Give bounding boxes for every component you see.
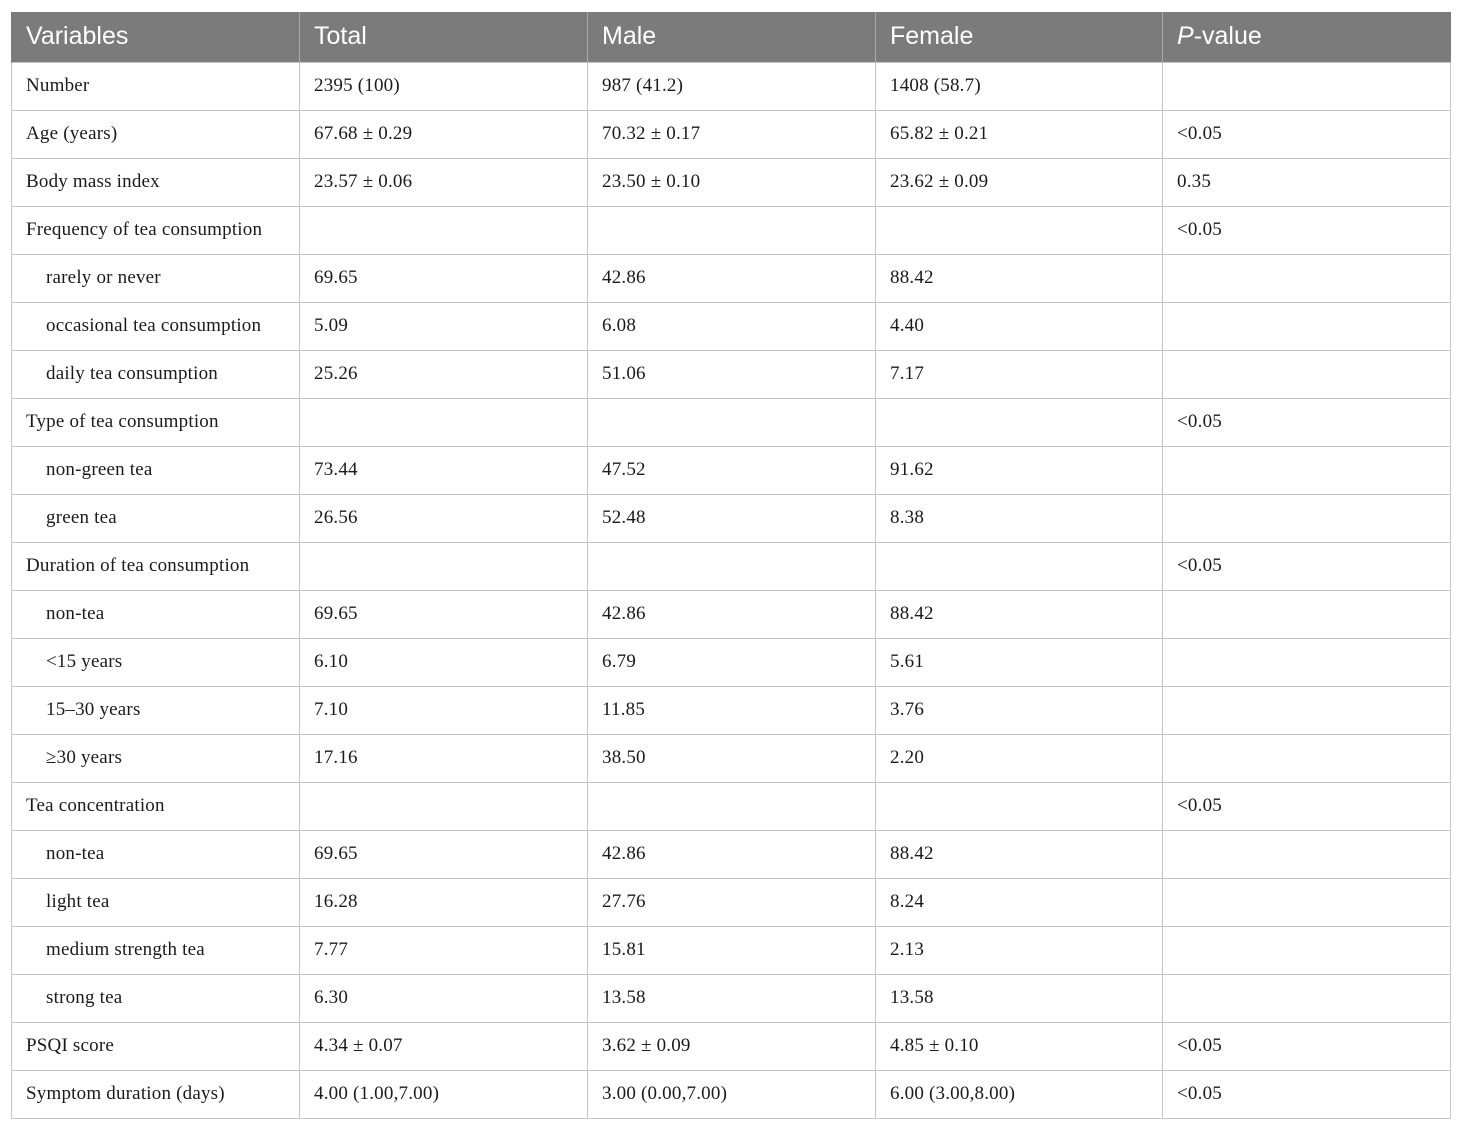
- cell-male: 52.48: [588, 494, 876, 542]
- cell-total: 2395 (100): [300, 62, 588, 110]
- cell-female: [876, 398, 1163, 446]
- cell-male: 70.32 ± 0.17: [588, 110, 876, 158]
- cell-female: 91.62: [876, 446, 1163, 494]
- cell-total: 69.65: [300, 830, 588, 878]
- cell-male: 38.50: [588, 734, 876, 782]
- cell-total: 67.68 ± 0.29: [300, 110, 588, 158]
- table-row: [12, 1022, 1451, 1070]
- cell-p-value: <0.05: [1163, 206, 1451, 254]
- cell-total: [300, 782, 588, 830]
- cell-male: 42.86: [588, 254, 876, 302]
- table-row: [12, 830, 1451, 878]
- row-label: 15–30 years: [12, 686, 300, 734]
- cell-male: 3.00 (0.00,7.00): [588, 1070, 876, 1118]
- table-row: [12, 1070, 1451, 1118]
- cell-male: 987 (41.2): [588, 62, 876, 110]
- cell-p-value: [1163, 590, 1451, 638]
- cell-p-value: <0.05: [1163, 1022, 1451, 1070]
- row-label: green tea: [12, 494, 300, 542]
- cell-female: 5.61: [876, 638, 1163, 686]
- cell-p-value: [1163, 302, 1451, 350]
- table-row-section: [12, 398, 1451, 446]
- row-label: non-tea: [12, 590, 300, 638]
- cell-female: 13.58: [876, 974, 1163, 1022]
- cell-total: 73.44: [300, 446, 588, 494]
- cell-female: 88.42: [876, 590, 1163, 638]
- cell-female: 2.13: [876, 926, 1163, 974]
- row-label: Number: [12, 62, 300, 110]
- section-label: Tea concentration: [12, 782, 300, 830]
- cell-p-value: 0.35: [1163, 158, 1451, 206]
- table-row-section: [12, 206, 1451, 254]
- table-row: [12, 974, 1451, 1022]
- cell-male: 6.79: [588, 638, 876, 686]
- cell-female: 23.62 ± 0.09: [876, 158, 1163, 206]
- cell-male: 51.06: [588, 350, 876, 398]
- cell-p-value: [1163, 974, 1451, 1022]
- cell-male: [588, 398, 876, 446]
- row-label: rarely or never: [12, 254, 300, 302]
- row-label: <15 years: [12, 638, 300, 686]
- cell-male: 42.86: [588, 830, 876, 878]
- cell-p-value: [1163, 494, 1451, 542]
- cell-total: [300, 206, 588, 254]
- cell-female: 1408 (58.7): [876, 62, 1163, 110]
- cell-female: 4.40: [876, 302, 1163, 350]
- table-row: [12, 302, 1451, 350]
- row-label: daily tea consumption: [12, 350, 300, 398]
- table-row: [12, 926, 1451, 974]
- cell-male: 3.62 ± 0.09: [588, 1022, 876, 1070]
- cell-p-value: <0.05: [1163, 110, 1451, 158]
- cell-total: 7.77: [300, 926, 588, 974]
- table-row: [12, 734, 1451, 782]
- row-label: Age (years): [12, 110, 300, 158]
- cell-female: 88.42: [876, 254, 1163, 302]
- cell-total: 26.56: [300, 494, 588, 542]
- row-label: light tea: [12, 878, 300, 926]
- cell-female: 88.42: [876, 830, 1163, 878]
- header-p-rest: -value: [1193, 22, 1262, 51]
- cell-p-value: [1163, 926, 1451, 974]
- cell-total: 5.09: [300, 302, 588, 350]
- cell-male: 11.85: [588, 686, 876, 734]
- cell-female: 8.38: [876, 494, 1163, 542]
- cell-female: [876, 782, 1163, 830]
- cell-total: 7.10: [300, 686, 588, 734]
- row-label: strong tea: [12, 974, 300, 1022]
- table-row: [12, 110, 1451, 158]
- cell-male: 13.58: [588, 974, 876, 1022]
- cell-total: 4.34 ± 0.07: [300, 1022, 588, 1070]
- table-row: [12, 590, 1451, 638]
- table-row: [12, 158, 1451, 206]
- row-label: Body mass index: [12, 158, 300, 206]
- cell-p-value: [1163, 446, 1451, 494]
- table-row: [12, 878, 1451, 926]
- cell-female: [876, 542, 1163, 590]
- cell-female: 3.76: [876, 686, 1163, 734]
- header-p-italic: P: [1177, 22, 1194, 51]
- header-male: Male: [588, 12, 876, 62]
- cell-total: [300, 398, 588, 446]
- cell-total: 25.26: [300, 350, 588, 398]
- section-label: Duration of tea consumption: [12, 542, 300, 590]
- header-female: Female: [876, 12, 1163, 62]
- cell-p-value: [1163, 878, 1451, 926]
- cell-male: [588, 782, 876, 830]
- row-label: non-tea: [12, 830, 300, 878]
- cell-p-value: [1163, 830, 1451, 878]
- row-label: Symptom duration (days): [12, 1070, 300, 1118]
- cell-p-value: [1163, 254, 1451, 302]
- cell-p-value: [1163, 638, 1451, 686]
- cell-total: 69.65: [300, 254, 588, 302]
- table-row: [12, 446, 1451, 494]
- row-label: ≥30 years: [12, 734, 300, 782]
- characteristics-table: [11, 12, 1451, 1119]
- cell-total: 6.10: [300, 638, 588, 686]
- cell-total: [300, 542, 588, 590]
- cell-total: 6.30: [300, 974, 588, 1022]
- header-total: Total: [300, 12, 588, 62]
- cell-male: [588, 206, 876, 254]
- cell-p-value: <0.05: [1163, 398, 1451, 446]
- cell-total: 23.57 ± 0.06: [300, 158, 588, 206]
- table-header-row: [12, 12, 1451, 62]
- cell-total: 16.28: [300, 878, 588, 926]
- table-row: [12, 494, 1451, 542]
- cell-female: 65.82 ± 0.21: [876, 110, 1163, 158]
- section-label: Type of tea consumption: [12, 398, 300, 446]
- cell-total: 69.65: [300, 590, 588, 638]
- cell-female: 4.85 ± 0.10: [876, 1022, 1163, 1070]
- row-label: medium strength tea: [12, 926, 300, 974]
- cell-total: 4.00 (1.00,7.00): [300, 1070, 588, 1118]
- cell-female: 7.17: [876, 350, 1163, 398]
- table-row-section: [12, 542, 1451, 590]
- cell-p-value: <0.05: [1163, 782, 1451, 830]
- cell-male: 23.50 ± 0.10: [588, 158, 876, 206]
- row-label: occasional tea consumption: [12, 302, 300, 350]
- cell-female: 6.00 (3.00,8.00): [876, 1070, 1163, 1118]
- cell-p-value: [1163, 62, 1451, 110]
- table-row-section: [12, 782, 1451, 830]
- header-p-value: [1163, 12, 1451, 62]
- cell-female: 8.24: [876, 878, 1163, 926]
- header-variables: Variables: [12, 12, 300, 62]
- cell-male: 27.76: [588, 878, 876, 926]
- cell-male: 6.08: [588, 302, 876, 350]
- cell-p-value: [1163, 734, 1451, 782]
- cell-p-value: [1163, 350, 1451, 398]
- table-row: [12, 62, 1451, 110]
- cell-male: 47.52: [588, 446, 876, 494]
- table-row: [12, 686, 1451, 734]
- cell-female: [876, 206, 1163, 254]
- table-row: [12, 638, 1451, 686]
- table-row: [12, 254, 1451, 302]
- cell-p-value: <0.05: [1163, 542, 1451, 590]
- row-label: non-green tea: [12, 446, 300, 494]
- cell-male: [588, 542, 876, 590]
- cell-male: 15.81: [588, 926, 876, 974]
- section-label: Frequency of tea consumption: [12, 206, 300, 254]
- row-label: PSQI score: [12, 1022, 300, 1070]
- cell-total: 17.16: [300, 734, 588, 782]
- table-row: [12, 350, 1451, 398]
- characteristics-table-container: [11, 12, 1450, 1119]
- cell-female: 2.20: [876, 734, 1163, 782]
- cell-p-value: [1163, 686, 1451, 734]
- cell-male: 42.86: [588, 590, 876, 638]
- cell-p-value: <0.05: [1163, 1070, 1451, 1118]
